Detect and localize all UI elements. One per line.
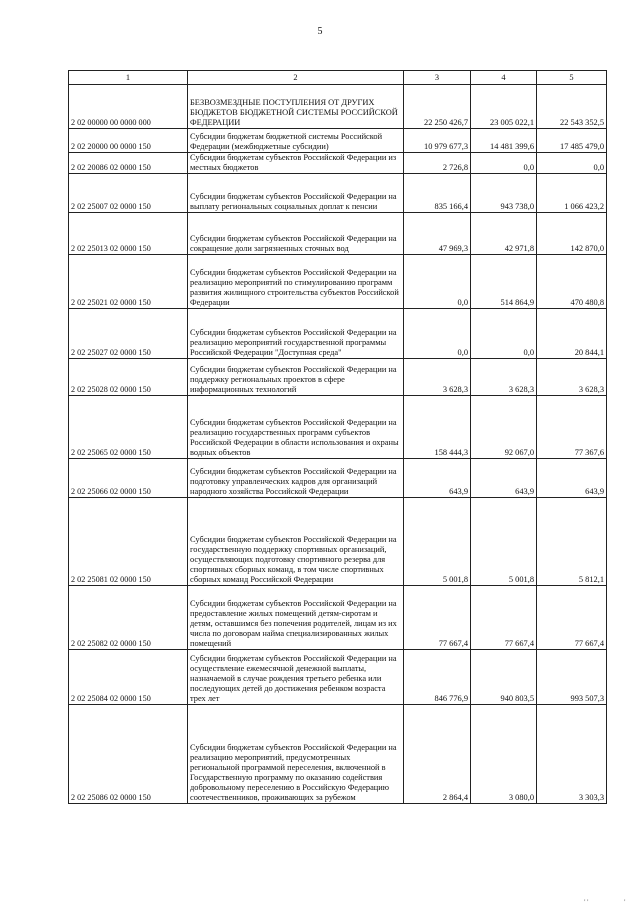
value-col5-cell: 643,9: [537, 459, 607, 498]
table-row: [69, 255, 607, 309]
budget-code-cell: 2 02 25081 02 0000 150: [69, 498, 188, 586]
value-col3-cell: 10 979 677,3: [404, 129, 471, 153]
description-cell: Субсидии бюджетам субъектов Российской Федерации на государственную поддержку спортивных организаций, осуществляющих подготовку спортивного резерва для спортивных сборных команд, в том числе спортивных сборных команд Российской Федерации: [188, 498, 404, 586]
column-header: 2: [188, 71, 404, 85]
value-col4-cell: 14 481 399,6: [471, 129, 537, 153]
value-col4-cell: 3 628,3: [471, 359, 537, 396]
table-row: [69, 705, 607, 804]
table-row: [69, 650, 607, 705]
budget-code-cell: 2 02 00000 00 0000 000: [69, 85, 188, 129]
budget-code-cell: 2 02 25027 02 0000 150: [69, 309, 188, 359]
budget-code-cell: 2 02 25086 02 0000 150: [69, 705, 188, 804]
table-row: [69, 174, 607, 213]
table-row: [69, 498, 607, 586]
scan-mark: , ,: [584, 896, 589, 902]
value-col3-cell: 77 667,4: [404, 586, 471, 650]
value-col3-cell: 835 166,4: [404, 174, 471, 213]
budget-code-cell: 2 02 20000 00 0000 150: [69, 129, 188, 153]
value-col3-cell: 0,0: [404, 255, 471, 309]
value-col4-cell: 0,0: [471, 309, 537, 359]
value-col3-cell: 0,0: [404, 309, 471, 359]
page-number: 5: [317, 26, 323, 37]
column-header: 3: [404, 71, 471, 85]
column-header: 4: [471, 71, 537, 85]
value-col5-cell: 77 367,6: [537, 396, 607, 459]
description-cell: Субсидии бюджетам субъектов Российской Федерации на осуществление ежемесячной денежной выплаты, назначаемой в случае рождения третьего ребенка или последующих детей до достижения ребенком возраста трех лет: [188, 650, 404, 705]
value-col5-cell: 142 870,0: [537, 213, 607, 255]
value-col5-cell: 77 667,4: [537, 586, 607, 650]
table-row: [69, 213, 607, 255]
value-col5-cell: 0,0: [537, 153, 607, 174]
table-row: [69, 129, 607, 153]
table-row: [69, 85, 607, 129]
column-header: 1: [69, 71, 188, 85]
value-col3-cell: 5 001,8: [404, 498, 471, 586]
description-cell: Субсидии бюджетам субъектов Российской Федерации на реализацию мероприятий государственной программы Российской Федерации "Доступная среда": [188, 309, 404, 359]
description-cell: Субсидии бюджетам субъектов Российской Федерации на выплату региональных социальных доплат к пенсии: [188, 174, 404, 213]
value-col4-cell: 643,9: [471, 459, 537, 498]
value-col5-cell: 1 066 423,2: [537, 174, 607, 213]
table-row: [69, 359, 607, 396]
value-col5-cell: 20 844,1: [537, 309, 607, 359]
value-col5-cell: 3 303,3: [537, 705, 607, 804]
value-col4-cell: 5 001,8: [471, 498, 537, 586]
value-col3-cell: 846 776,9: [404, 650, 471, 705]
value-col3-cell: 47 969,3: [404, 213, 471, 255]
value-col5-cell: 17 485 479,0: [537, 129, 607, 153]
budget-code-cell: 2 02 25084 02 0000 150: [69, 650, 188, 705]
value-col3-cell: 2 864,4: [404, 705, 471, 804]
value-col3-cell: 2 726,8: [404, 153, 471, 174]
value-col5-cell: 470 480,8: [537, 255, 607, 309]
value-col4-cell: 943 738,0: [471, 174, 537, 213]
description-cell: Субсидии бюджетам субъектов Российской Федерации на подготовку управленческих кадров для организаций народного хозяйства Российской Федерации: [188, 459, 404, 498]
budget-code-cell: 2 02 25082 02 0000 150: [69, 586, 188, 650]
table-row: [69, 153, 607, 174]
budget-table: [68, 70, 607, 804]
value-col4-cell: 42 971,8: [471, 213, 537, 255]
description-cell: Субсидии бюджетам субъектов Российской Федерации из местных бюджетов: [188, 153, 404, 174]
table-header-row: [69, 71, 607, 85]
value-col4-cell: 940 803,5: [471, 650, 537, 705]
value-col4-cell: 23 005 022,1: [471, 85, 537, 129]
value-col5-cell: 3 628,3: [537, 359, 607, 396]
budget-code-cell: 2 02 25028 02 0000 150: [69, 359, 188, 396]
value-col4-cell: 3 080,0: [471, 705, 537, 804]
budget-code-cell: 2 02 25013 02 0000 150: [69, 213, 188, 255]
description-cell: Субсидии бюджетам субъектов Российской Федерации на сокращение доли загрязненных сточных вод: [188, 213, 404, 255]
value-col3-cell: 3 628,3: [404, 359, 471, 396]
value-col4-cell: 92 067,0: [471, 396, 537, 459]
description-cell: Субсидии бюджетам субъектов Российской Федерации на реализацию государственных программ субъектов Российской Федерации в области использования и охраны водных объектов: [188, 396, 404, 459]
value-col3-cell: 22 250 426,7: [404, 85, 471, 129]
value-col4-cell: 77 667,4: [471, 586, 537, 650]
description-cell: Субсидии бюджетам субъектов Российской Федерации на реализацию мероприятий, предусмотренных региональной программой переселения, включенной в Государственную программу по оказанию содействия добровольному переселению в Российскую Федерацию соотечественников, проживающих за рубежом: [188, 705, 404, 804]
table-row: [69, 396, 607, 459]
table-row: [69, 459, 607, 498]
budget-code-cell: 2 02 20086 02 0000 150: [69, 153, 188, 174]
value-col5-cell: 5 812,1: [537, 498, 607, 586]
value-col4-cell: 514 864,9: [471, 255, 537, 309]
value-col5-cell: 993 507,3: [537, 650, 607, 705]
table-row: [69, 309, 607, 359]
value-col5-cell: 22 543 352,5: [537, 85, 607, 129]
description-cell: Субсидии бюджетам субъектов Российской Федерации на реализацию мероприятий по стимулированию программ развития жилищного строительства субъектов Российской Федерации: [188, 255, 404, 309]
value-col3-cell: 158 444,3: [404, 396, 471, 459]
scan-mark: ,: [624, 896, 626, 902]
budget-code-cell: 2 02 25007 02 0000 150: [69, 174, 188, 213]
description-cell: Субсидии бюджетам бюджетной системы Российской Федерации (межбюджетные субсидии): [188, 129, 404, 153]
budget-code-cell: 2 02 25066 02 0000 150: [69, 459, 188, 498]
value-col3-cell: 643,9: [404, 459, 471, 498]
budget-code-cell: 2 02 25021 02 0000 150: [69, 255, 188, 309]
budget-code-cell: 2 02 25065 02 0000 150: [69, 396, 188, 459]
description-cell: Субсидии бюджетам субъектов Российской Федерации на поддержку региональных проектов в сфере информационных технологий: [188, 359, 404, 396]
value-col4-cell: 0,0: [471, 153, 537, 174]
description-cell: БЕЗВОЗМЕЗДНЫЕ ПОСТУПЛЕНИЯ ОТ ДРУГИХ БЮДЖЕТОВ БЮДЖЕТНОЙ СИСТЕМЫ РОССИЙСКОЙ ФЕДЕРАЦИИ: [188, 85, 404, 129]
description-cell: Субсидии бюджетам субъектов Российской Федерации на предоставление жилых помещений детям-сиротам и детям, оставшимся без попечения родителей, лицам из их числа по договорам найма специализированных жилых помещений: [188, 586, 404, 650]
column-header: 5: [537, 71, 607, 85]
table-row: [69, 586, 607, 650]
